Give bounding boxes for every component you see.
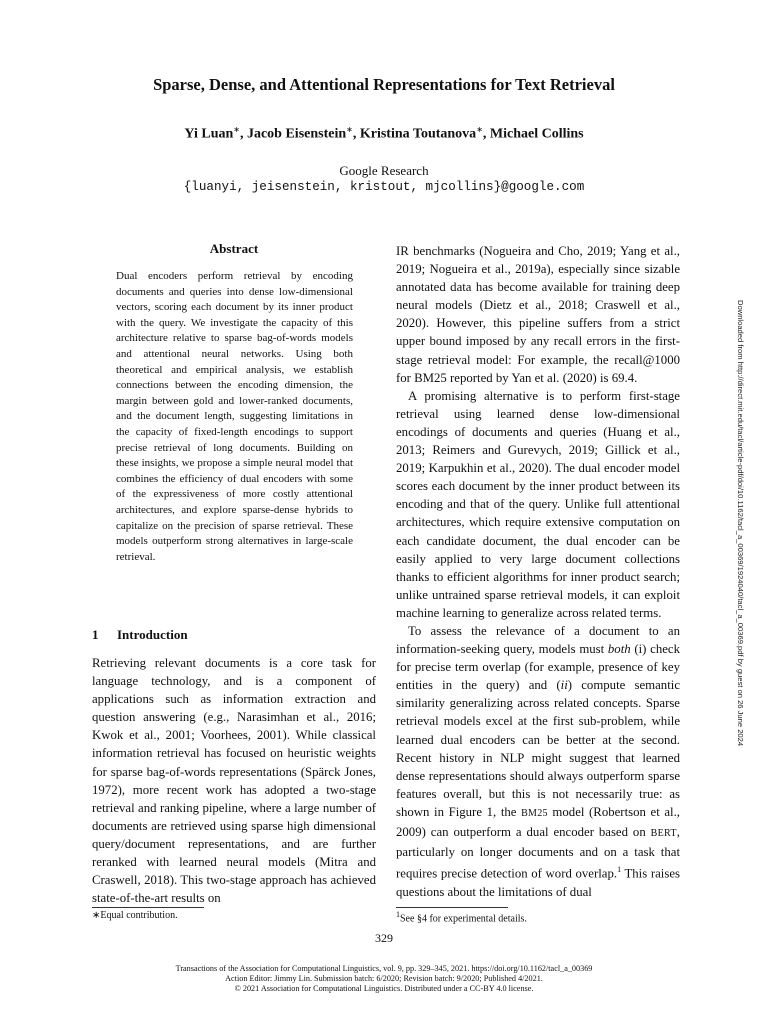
author-mark: ∗ bbox=[476, 125, 483, 134]
intro-paragraph-1: Retrieving relevant documents is a core task for language technology, and is a component of applications such as information extraction and question answering (e.g., Narasimhan et al., 2016; Kwok et al., 2001; Voorhees, 2001). While classical information retrieval has focused on heuristic weights for sparse bag-of-words representations (Spärck Jones, 1972), more recent work has adopted a two-stage retrieval and ranking pipeline, where a large number of documents are retrieved using sparse high dimensional query/document representations, and are further reranked with learned neural models (Mitra and Craswell, 2018). This two-stage approach has achieved state-of-the-art results on bbox=[92, 656, 376, 906]
author-mark: ∗ bbox=[233, 125, 240, 134]
author-name: Yi Luan bbox=[184, 126, 234, 142]
intro-paragraph-continued: IR benchmarks (Nogueira and Cho, 2019; Yang et al., 2019; Nogueira et al., 2019a), especially since sizable annotated data has become available for training deep neural models (Dietz et al., 2018; Craswell et al., 2020). However, this pipeline suffers from a strict upper bound imposed by any recall errors in the first-stage retrieval model: For example, the recall@1000 for BM25 reported by Yan et al. (2020) is 69.4. bbox=[396, 244, 680, 385]
footnote-rule-right bbox=[396, 907, 508, 908]
right-column bbox=[396, 242, 680, 901]
paper-title: Sparse, Dense, and Attentional Representations for Text Retrieval bbox=[153, 75, 615, 94]
abstract-heading: Abstract bbox=[209, 241, 259, 256]
section-heading bbox=[92, 627, 188, 643]
footnote-rule-left bbox=[92, 907, 204, 908]
text-run: This raises questions about the limitations of dual bbox=[396, 866, 680, 899]
download-watermark bbox=[731, 300, 747, 900]
footer-citation: Transactions of the Association for Computational Linguistics, vol. 9, pp. 329–345, 2021. https://doi.org/10.1162/tacl_a_00369 bbox=[175, 964, 593, 973]
section-title: Introduction bbox=[117, 627, 188, 642]
author-name: Michael Collins bbox=[489, 126, 584, 142]
download-watermark-text: Downloaded from http://direct.mit.edu/tacl/article-pdf/doi/10.1162/tacl_a_00369/1924040/tacl_a_00369.pdf by guest on 26 June 2024 bbox=[736, 300, 745, 747]
emphasis-ii: ii bbox=[560, 678, 568, 693]
footnote-equal-contribution: ∗Equal contribution. bbox=[92, 910, 178, 921]
author-list: Yi Luan∗, Jacob Eisenstein∗, Kristina Toutanova∗, Michael Collins bbox=[184, 125, 584, 142]
footnote-1 bbox=[396, 910, 527, 924]
footer-editor: Action Editor: Jimmy Lin. Submission batch: 6/2020; Revision batch: 9/2020; Published 4/2021. bbox=[225, 974, 543, 983]
footnote-marker: 1 bbox=[396, 910, 400, 919]
text-run: To assess the relevance of a document to an information-seeking query, models must bbox=[396, 623, 680, 657]
author-name: Jacob Eisenstein bbox=[246, 126, 347, 142]
text-run: , particularly on longer documents and on a task that requires precise detection of word overlap. bbox=[396, 825, 680, 881]
text-run: ) compute semantic similarity generalizing across related concepts. Sparse retrieval models excel at the first sub-problem, while learned dual encoders can be better at the second. Recent history in NLP might suggest that learned dense representations should always outperform sparse features overall, but this is not necessarily true: as shown in Figure 1, the bbox=[396, 678, 680, 819]
journal-footer bbox=[0, 964, 768, 994]
section-number: 1 bbox=[92, 627, 99, 642]
smallcaps-bm25: BM25 bbox=[521, 807, 548, 819]
intro-paragraph-2: A promising alternative is to perform first-stage retrieval using learned dense low-dimensional encodings of documents and queries (Huang et al., 2013; Reimers and Gurevych, 2019; Gillick et al., 2019; Karpukhin et al., 2020). The dual encoder model scores each document by the inner product between its encoding and that of the query. Unlike full attentional architectures, which require extensive computation on each candidate document, the dual encoder can be easily applied to very large document collections thanks to efficient algorithms for inner product search; unlike untrained sparse retrieval models, it can exploit machine learning to generalize across related terms. bbox=[396, 388, 680, 620]
abstract-text: Dual encoders perform retrieval by encoding documents and queries into dense low-dimensional vectors, scoring each document by its inner product with the query. We investigate the capacity of this architecture relative to sparse bag-of-words models and attentional neural networks. Using both theoretical and empirical analysis, we establish connections between the encoding dimension, the margin between gold and lower-ranked documents, and the document length, suggesting limitations in the capacity of fixed-length encodings to support precise retrieval of long documents. Building on these insights, we propose a simple neural model that combines the efficiency of dual encoders with some of the expressiveness of more costly attentional architectures, and explore sparse-dense hybrids to capitalize on the precision of sparse retrieval. These models outperform strong alternatives in large-scale retrieval. bbox=[116, 270, 353, 563]
text-run: (i) check for precise term overlap (for example, presence of key entities in the query) and ( bbox=[396, 642, 680, 693]
author-name: Kristina Toutanova bbox=[359, 126, 477, 142]
author-emails: {luanyi, jeisenstein, kristout, mjcollins}@google.com bbox=[183, 180, 585, 194]
author-mark: ∗ bbox=[346, 125, 353, 134]
page-number: 329 bbox=[375, 931, 393, 945]
footer-license: © 2021 Association for Computational Linguistics. Distributed under a CC-BY 4.0 license. bbox=[234, 984, 534, 993]
intro-paragraph-3 bbox=[396, 622, 680, 901]
affiliation: Google Research bbox=[339, 163, 429, 178]
smallcaps-bert: BERT bbox=[650, 828, 677, 839]
emphasis-both: both bbox=[607, 642, 631, 657]
footnote-text: See §4 for experimental details. bbox=[400, 913, 527, 925]
text-run: model (Robertson et al., 2009) can outperform a dual encoder based on bbox=[396, 804, 680, 839]
footnote-marker: 1 bbox=[617, 865, 622, 875]
